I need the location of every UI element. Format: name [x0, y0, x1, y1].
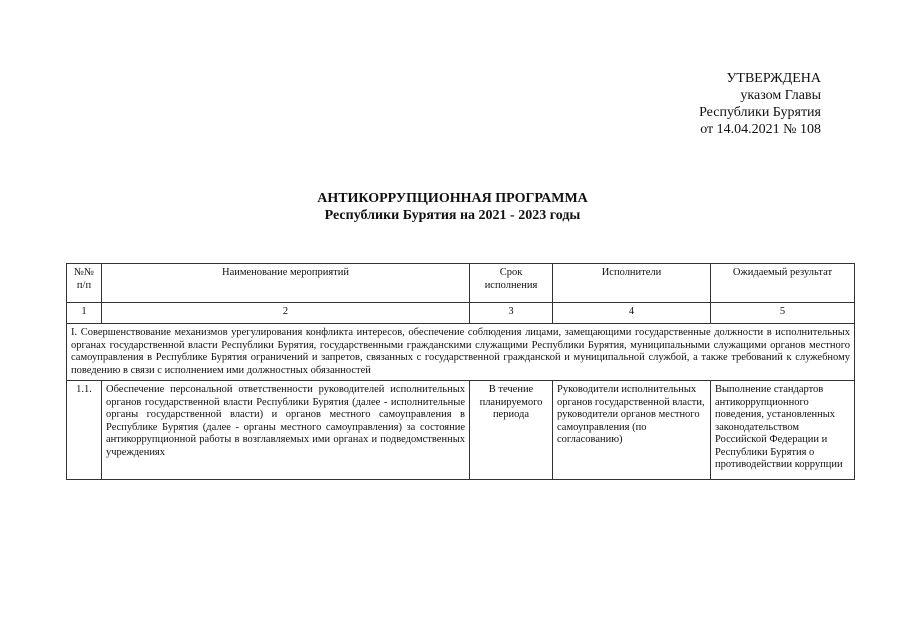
- section-heading: I. Совершенствование механизмов урегулирования конфликта интересов, обеспечение соблюдения лицами, замещающими государственные должности в исполнительных органах государственной власти Республики Бурятия, государственными гражданскими служащими Республики Бурятия, муниципальными служащими органов местного самоуправления в Республике Бурятия ограничений и запретов, связанных с государственной гражданской и муниципальной службой, а также требований к служебному поведению в связи с исполнением ими должностных обязанностей: [67, 324, 855, 381]
- row-term: В течение планируемого периода: [470, 381, 553, 480]
- approval-date-number: от 14.04.2021 № 108: [700, 122, 821, 137]
- row-number: 1.1.: [67, 381, 102, 480]
- document-title: [0, 190, 905, 224]
- header-executors: Исполнители: [553, 264, 711, 303]
- header-term: Срок исполнения: [470, 264, 553, 303]
- title-line-1: АНТИКОРРУПЦИОННАЯ ПРОГРАММА: [317, 191, 588, 206]
- header-number: №№ п/п: [67, 264, 102, 303]
- program-table: [66, 263, 855, 480]
- column-number-row: [67, 303, 855, 324]
- section-row: [67, 324, 855, 381]
- column-number: 5: [711, 303, 855, 324]
- header-result: Ожидаемый результат: [711, 264, 855, 303]
- approval-status: УТВЕРЖДЕНА: [726, 71, 821, 86]
- row-executors: Руководители исполнительных органов государственной власти, руководители органов местного самоуправления (по согласованию): [553, 381, 711, 480]
- approval-decree: указом Главы: [740, 88, 821, 103]
- table-row: [67, 381, 855, 480]
- approval-region: Республики Бурятия: [699, 105, 821, 120]
- row-result: Выполнение стандартов антикоррупционного поведения, установленных законодательством Российской Федерации и Республики Бурятия о противодействии коррупции: [711, 381, 855, 480]
- column-number: 4: [553, 303, 711, 324]
- column-number: 2: [102, 303, 470, 324]
- title-line-2: Республики Бурятия на 2021 - 2023 годы: [324, 208, 581, 223]
- column-number: 3: [470, 303, 553, 324]
- header-activity: Наименование мероприятий: [102, 264, 470, 303]
- table-header-row: [67, 264, 855, 303]
- approval-stamp: [699, 70, 821, 138]
- column-number: 1: [67, 303, 102, 324]
- row-activity: Обеспечение персональной ответственности руководителей исполнительных органов государственной власти Республики Бурятия (далее - исполнительные органы государственной власти) и органов местного самоуправления в Республике Бурятия (далее - органы местного самоуправления) за состояние антикоррупционной работы в возглавляемых ими органах и подведомственных учреждениях: [102, 381, 470, 480]
